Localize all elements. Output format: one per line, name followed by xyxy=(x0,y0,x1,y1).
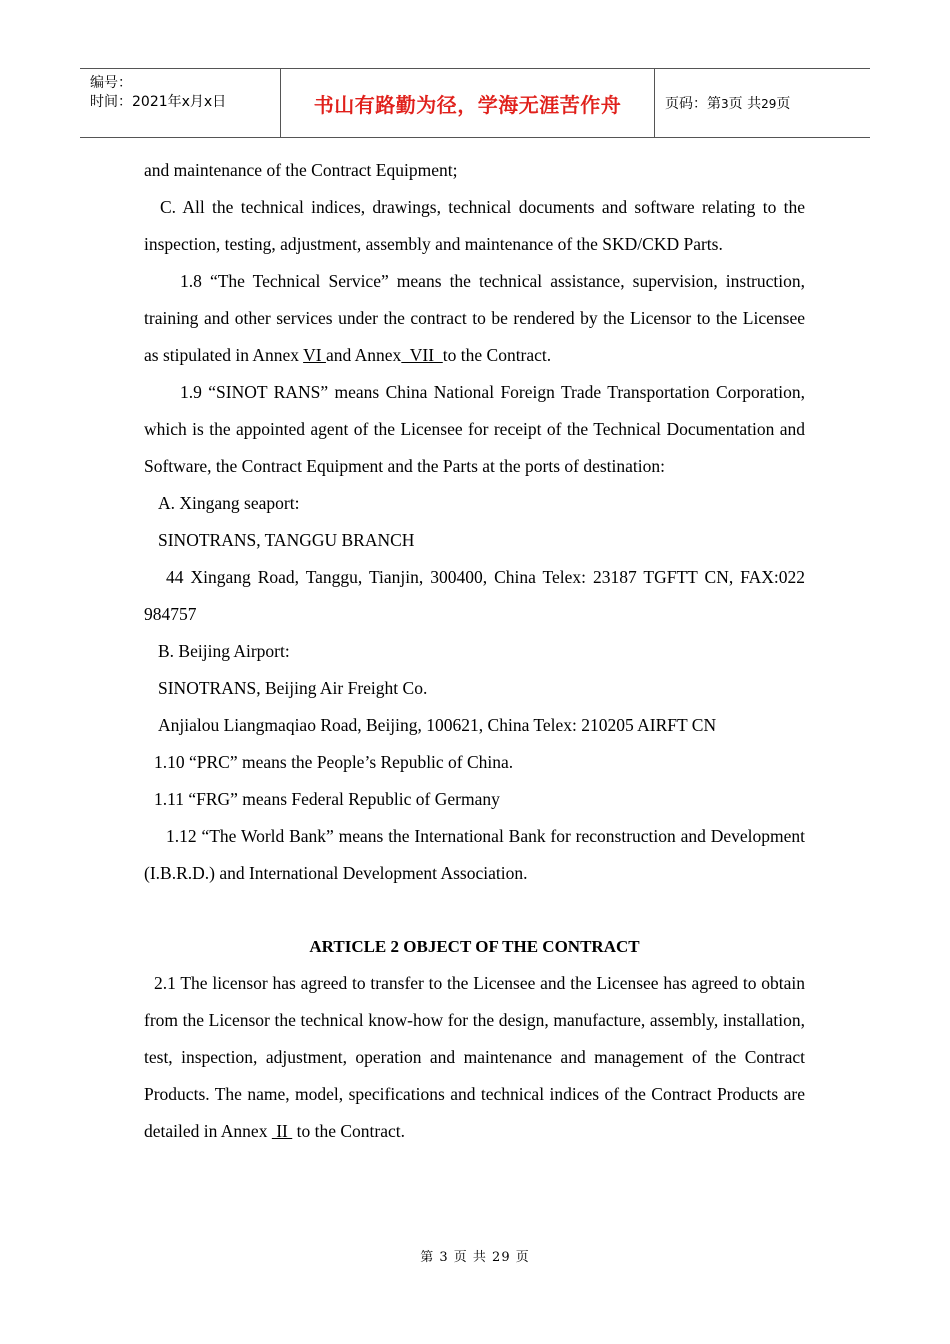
paragraph-item-b-address: Anjialou Liangmaqiao Road, Beijing, 100621, China Telex: 210205 AIRFT CN xyxy=(158,715,717,735)
annex-ref-vi: VI xyxy=(303,345,326,365)
paragraph-item-c: C. All the technical indices, drawings, technical documents and software relating to the inspection, testing, adjustment, assembly and maintenance of the SKD/CKD Parts. xyxy=(144,197,805,254)
paragraph-1-11: 1.11 “FRG” means Federal Republic of Germany xyxy=(154,789,500,809)
paragraph-item-a-address: 44 Xingang Road, Tanggu, Tianjin, 300400, China Telex: 23187 TGFTT CN, FAX:022 984757 xyxy=(144,567,805,624)
document-date-label: 时间：2021年x月x日 xyxy=(90,94,227,110)
paragraph-1-10: 1.10 “PRC” means the People’s Republic of China. xyxy=(154,752,514,772)
paragraph-item-a: A. Xingang seaport: xyxy=(158,493,300,513)
paragraph-1-12: 1.12 “The World Bank” means the International Bank for reconstruction and Development (I.B.R.D.) and International Development Association. xyxy=(144,826,805,883)
header-page-number: 页码：第3页 共29页 xyxy=(665,96,791,112)
paragraph-1-8: 1.8 “The Technical Service” means the technical assistance, supervision, instruction, training and other services under the contract to be rendered by the Licensor to the Licensee as stipulated in Annex VI and Annex VII to the Contract. xyxy=(144,271,805,365)
header-page-cell xyxy=(655,69,870,137)
header-motto-cell xyxy=(281,69,655,137)
paragraph-item-b-name: SINOTRANS, Beijing Air Freight Co. xyxy=(158,678,428,698)
annex-ref-vii: VII xyxy=(401,345,443,365)
page-footer: 第 3 页 共 29 页 xyxy=(420,1250,530,1265)
paragraph-item-a-name: SINOTRANS, TANGGU BRANCH xyxy=(158,530,415,550)
paragraph-item-b: B. Beijing Airport: xyxy=(158,641,290,661)
header-meta-cell xyxy=(80,69,281,137)
header-motto: 书山有路勤为径，学海无涯苦作舟 xyxy=(313,92,622,117)
document-code-label: 编号： xyxy=(90,75,132,91)
annex-ref-ii: II xyxy=(271,1121,293,1141)
paragraph-1-9: 1.9 “SINOT RANS” means China National Foreign Trade Transportation Corporation, which is the appointed agent of the Licensee for receipt of the Technical Documentation and Software, the Contract Equipment and the Parts at the ports of destination: xyxy=(144,382,805,476)
paragraph-2-1: 2.1 The licensor has agreed to transfer to the Licensee and the Licensee has agreed to obtain from the Licensor the technical know-how for the design, manufacture, assembly, installation, test, inspection, adjustment, operation and maintenance and management of the Contract Products. The name, model, specifications and technical indices of the Contract Products are detailed in Annex II to the Contract. xyxy=(144,973,805,1141)
article-2-heading: ARTICLE 2 OBJECT OF THE CONTRACT xyxy=(309,937,640,956)
paragraph-equipment-maintenance: and maintenance of the Contract Equipment; xyxy=(144,160,458,180)
page-header xyxy=(80,68,870,138)
document-body xyxy=(144,152,805,1150)
